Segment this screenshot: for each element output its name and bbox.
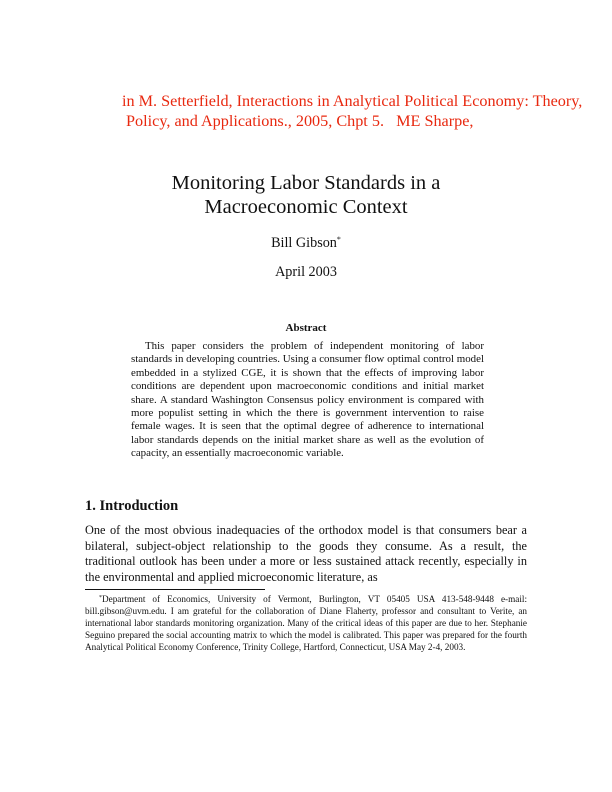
- author-name: Bill Gibson: [271, 235, 337, 251]
- paper-date: April 2003: [275, 264, 337, 280]
- citation-line-1: in M. Setterfield, Interactions in Analytical Political Economy: Theory,: [122, 92, 583, 110]
- footnote-mark: *: [99, 595, 102, 601]
- footnote-text: Department of Economics, University of Vermont, Burlington, VT 05405 USA 413-548-9448 e-mail: bill.gibson@uvm.edu. I am grateful for the collaboration of Diane Flaherty, professor and consultant to Verite, an international labor standards monitoring organization. Many of the critical ideas of this paper are due to her. Stephanie Seguino prepared the social accounting matrix to which the model is calibrated. This paper was prepared for the fourth Analytical Political Economy Conference, Trinity College, Hartford, Connecticut, USA May 2-4, 2003.: [85, 594, 527, 652]
- section-heading-introduction: 1. Introduction: [85, 498, 179, 514]
- abstract-heading: Abstract: [285, 322, 327, 334]
- footnote-rule: [85, 589, 265, 590]
- citation-line-2: Policy, and Applications., 2005, Chpt 5. ME Sharpe,: [122, 112, 474, 130]
- author-footnote-mark: *: [336, 235, 341, 244]
- citation-note: [122, 91, 602, 131]
- title-line-1: Monitoring Labor Standards in a: [171, 172, 441, 194]
- title-line-2: Macroeconomic Context: [204, 196, 408, 218]
- footnote: [85, 592, 527, 653]
- abstract-text: This paper considers the problem of independent monitoring of labor standards in developing countries. Using a consumer flow optimal control model embedded in a stylized CGE, it is shown that the effects of improving labor conditions are dependent upon macroeconomic conditions and initial market share. A standard Washington Consensus policy environment is compared with more populist setting in which the there is government intervention to raise female wages. It is seen that the optimal degree of adherence to international labor standards depends on the initial market share as well as the evolution of capacity, an essentially macroeconomic variable.: [131, 340, 484, 460]
- paper-title: [0, 171, 612, 219]
- author: [0, 235, 612, 252]
- introduction-text: One of the most obvious inadequacies of the orthodox model is that consumers bear a bilateral, subject-object relationship to the goods they consume. As a result, the traditional outlook has been under a more or less sustained attack recently, especially in the environmental and applied microeconomic literature, as: [85, 523, 527, 584]
